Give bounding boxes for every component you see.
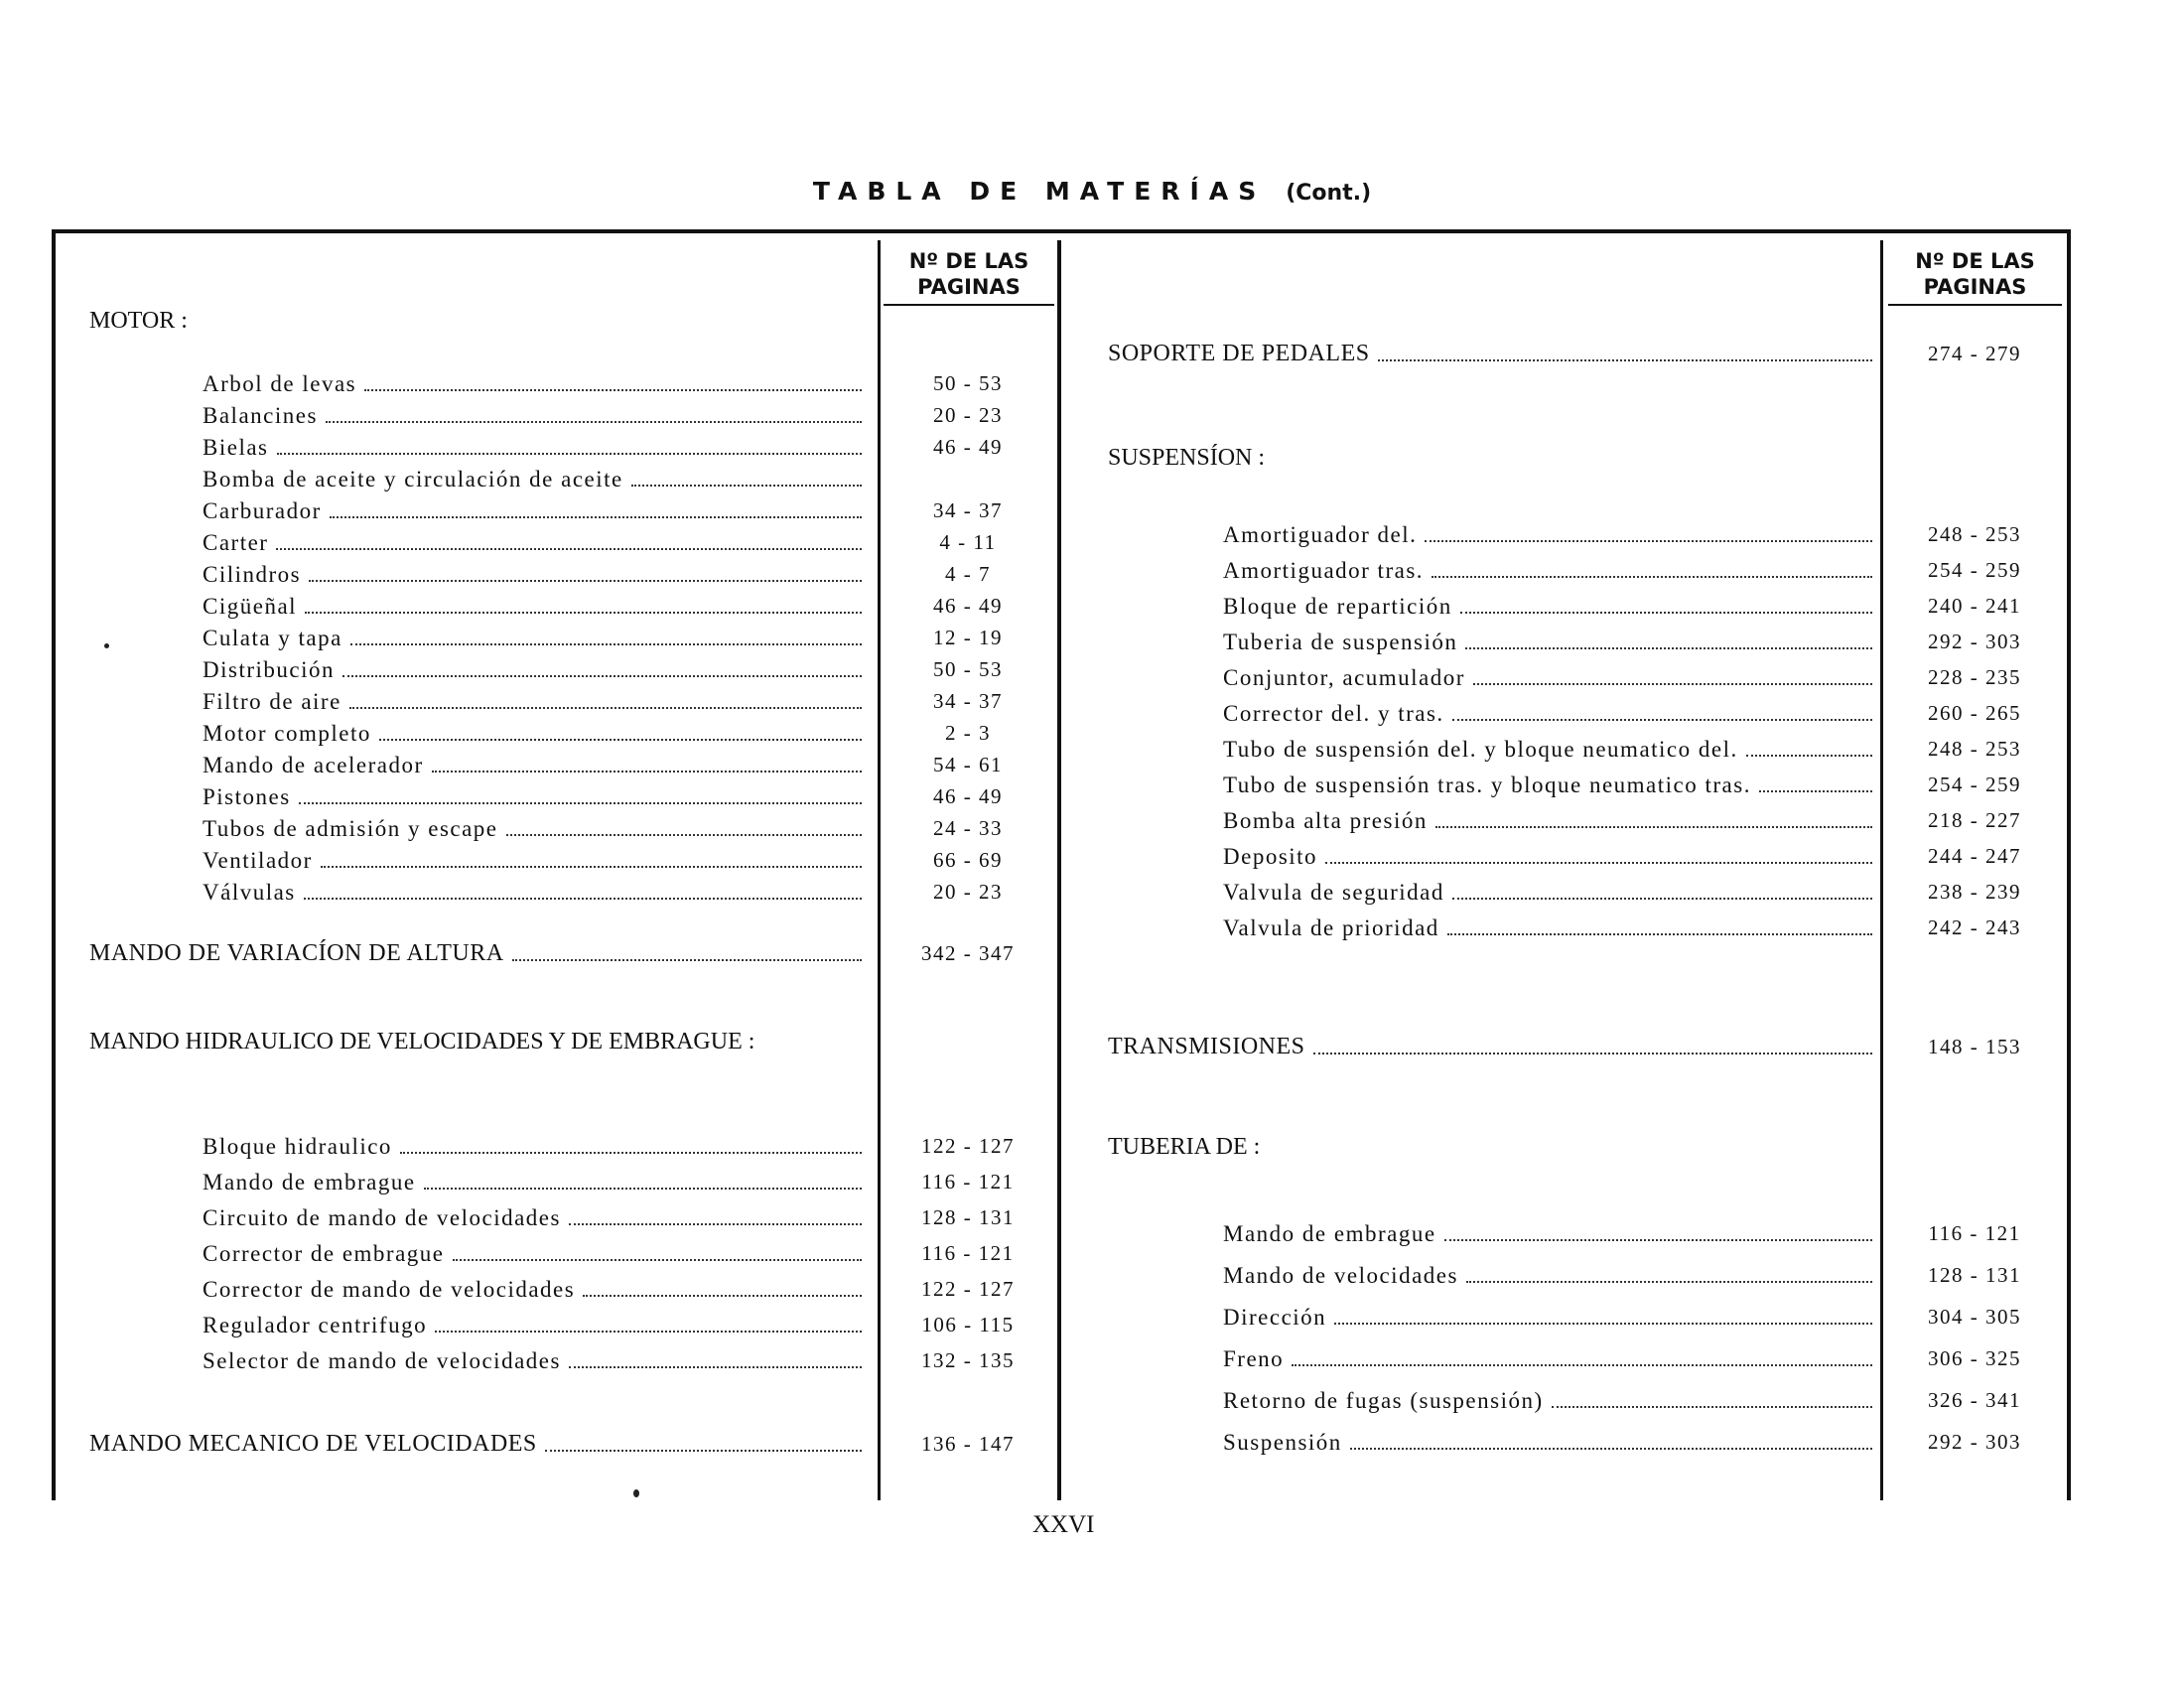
right-pages-divider (1880, 240, 1883, 1500)
list-item: Amortiguador tras. (1223, 552, 1872, 584)
page-range: 248 - 253 (1928, 737, 2021, 761)
page-range: 326 - 341 (1928, 1388, 2021, 1412)
page-range: 274 - 279 (1928, 342, 2021, 365)
mando-altura-entry: MANDO DE VARIACÍON DE ALTURA (89, 935, 862, 967)
page-range: 46 - 49 (933, 784, 1003, 808)
list-item: Ventilador (203, 842, 862, 874)
list-item: Mando de velocidades (1223, 1257, 1872, 1289)
list-item: Mando de embrague (1223, 1215, 1872, 1247)
motor-heading: MOTOR : (89, 308, 188, 334)
list-item: Valvula de seguridad (1223, 874, 1872, 906)
list-item: Circuito de mando de velocidades (203, 1199, 862, 1231)
list-item: Freno (1223, 1340, 1872, 1372)
stray-mark (104, 643, 109, 648)
stray-mark (633, 1489, 639, 1497)
list-item: Motor completo (203, 715, 862, 747)
page-range: 304 - 305 (1928, 1305, 2021, 1329)
list-item: Carburador (203, 492, 862, 524)
page-range: 248 - 253 (1928, 522, 2021, 546)
list-item: Tubos de admisión y escape (203, 810, 862, 842)
list-item: Retorno de fugas (suspensión) (1223, 1382, 1872, 1414)
list-item: Distribución (203, 651, 862, 683)
page-range: 116 - 121 (921, 1170, 1015, 1194)
list-item: Bloque hidraulico (203, 1128, 862, 1160)
page-range: 106 - 115 (921, 1313, 1015, 1336)
list-item: Cigüeñal (203, 588, 862, 620)
page-range: 306 - 325 (1928, 1346, 2021, 1370)
page-range: 128 - 131 (921, 1205, 1015, 1229)
list-item: Carter (203, 524, 862, 556)
list-item: Selector de mando de velocidades (203, 1342, 862, 1374)
page-range: 148 - 153 (1928, 1035, 2021, 1058)
left-pages-divider-a (878, 240, 881, 1500)
page-range: 244 - 247 (1928, 844, 2021, 868)
list-item: Arbol de levas (203, 365, 862, 397)
right-border (2067, 229, 2071, 1500)
page-range: 254 - 259 (1928, 773, 2021, 796)
page-range: 218 - 227 (1928, 808, 2021, 832)
right-pages-header (1883, 248, 2067, 300)
header-line-2: PAGINAS (1923, 275, 2027, 299)
list-item: Corrector de embrague (203, 1235, 862, 1267)
mando-mecanico-entry: MANDO MECANICO DE VELOCIDADES (89, 1426, 862, 1458)
list-item: Bielas (203, 429, 862, 461)
soporte-pedales-entry: SOPORTE DE PEDALES (1108, 336, 1872, 367)
page-range: 116 - 121 (1928, 1221, 2021, 1245)
mando-hidraulico-heading: MANDO HIDRAULICO DE VELOCIDADES Y DE EMBRAGUE : (89, 1029, 755, 1055)
page-range: 46 - 49 (933, 594, 1003, 618)
list-item: Bomba de aceite y circulación de aceite (203, 461, 862, 492)
list-item: Regulador centrifugo (203, 1307, 862, 1338)
list-item: Tuberia de suspensión (1223, 624, 1872, 655)
header-line-1: Nº DE LAS (908, 249, 1029, 273)
page-range: 342 - 347 (921, 941, 1015, 965)
page-range: 128 - 131 (1928, 1263, 2021, 1287)
page-range: 20 - 23 (933, 880, 1003, 904)
page-range: 20 - 23 (933, 403, 1003, 427)
list-item: Conjuntor, acumulador (1223, 659, 1872, 691)
list-item: Tubo de suspensión del. y bloque neumatico del. (1223, 731, 1872, 763)
list-item: Corrector de mando de velocidades (203, 1271, 862, 1303)
page-range: 122 - 127 (921, 1277, 1015, 1301)
list-item: Valvula de prioridad (1223, 910, 1872, 941)
page-range: 292 - 303 (1928, 630, 2021, 653)
transmisiones-entry: TRANSMISIONES (1108, 1029, 1872, 1060)
list-item: Válvulas (203, 874, 862, 906)
right-header-rule (1888, 304, 2062, 306)
page-range: 242 - 243 (1928, 915, 2021, 939)
page-range: 240 - 241 (1928, 594, 2021, 618)
page-range: 66 - 69 (933, 848, 1003, 872)
page-range: 2 - 3 (945, 721, 991, 745)
list-item: Mando de embrague (203, 1164, 862, 1196)
list-item: Corrector del. y tras. (1223, 695, 1872, 727)
list-item: Pistones (203, 778, 862, 810)
list-item: Bomba alta presión (1223, 802, 1872, 834)
page-range: 116 - 121 (921, 1241, 1015, 1265)
page-range: 132 - 135 (921, 1348, 1015, 1372)
list-item: Culata y tapa (203, 620, 862, 651)
page-number: XXVI (1032, 1511, 1095, 1538)
page-range: 34 - 37 (933, 689, 1003, 713)
header-line-1: Nº DE LAS (1915, 249, 2035, 273)
page-range: 4 - 11 (939, 530, 997, 554)
page-range: 254 - 259 (1928, 558, 2021, 582)
page-range: 4 - 7 (945, 562, 991, 586)
page-range: 260 - 265 (1928, 701, 2021, 725)
page-range: 46 - 49 (933, 435, 1003, 459)
list-item: Amortiguador del. (1223, 516, 1872, 548)
page-range: 34 - 37 (933, 498, 1003, 522)
list-item: Dirección (1223, 1299, 1872, 1331)
list-item: Mando de acelerador (203, 747, 862, 778)
page-range: 228 - 235 (1928, 665, 2021, 689)
header-line-2: PAGINAS (917, 275, 1021, 299)
list-item: Tubo de suspensión tras. y bloque neumatico tras. (1223, 767, 1872, 798)
left-header-rule (884, 304, 1054, 306)
tuberia-heading: TUBERIA DE : (1108, 1134, 1261, 1160)
left-pages-header (881, 248, 1057, 300)
top-rule (52, 229, 2071, 233)
page-range: 50 - 53 (933, 371, 1003, 395)
page-range: 238 - 239 (1928, 880, 2021, 904)
page-range: 136 - 147 (921, 1432, 1015, 1456)
list-item: Bloque de repartición (1223, 588, 1872, 620)
left-border (52, 229, 56, 1500)
list-item: Cilindros (203, 556, 862, 588)
page-range: 122 - 127 (921, 1134, 1015, 1158)
page-range: 50 - 53 (933, 657, 1003, 681)
title-suffix: (Cont.) (1286, 181, 1372, 206)
page-range: 24 - 33 (933, 816, 1003, 840)
suspension-heading: SUSPENSÍON : (1108, 445, 1266, 471)
page-range: 54 - 61 (933, 753, 1003, 776)
title-text: TABLA DE MATERÍAS (812, 177, 1267, 206)
page-title (0, 177, 2184, 206)
page-range: 12 - 19 (933, 626, 1003, 649)
list-item: Balancines (203, 397, 862, 429)
list-item: Filtro de aire (203, 683, 862, 715)
list-item: Deposito (1223, 838, 1872, 870)
list-item: Suspensión (1223, 1424, 1872, 1456)
left-pages-divider-b (1057, 240, 1061, 1500)
page-range: 292 - 303 (1928, 1430, 2021, 1454)
